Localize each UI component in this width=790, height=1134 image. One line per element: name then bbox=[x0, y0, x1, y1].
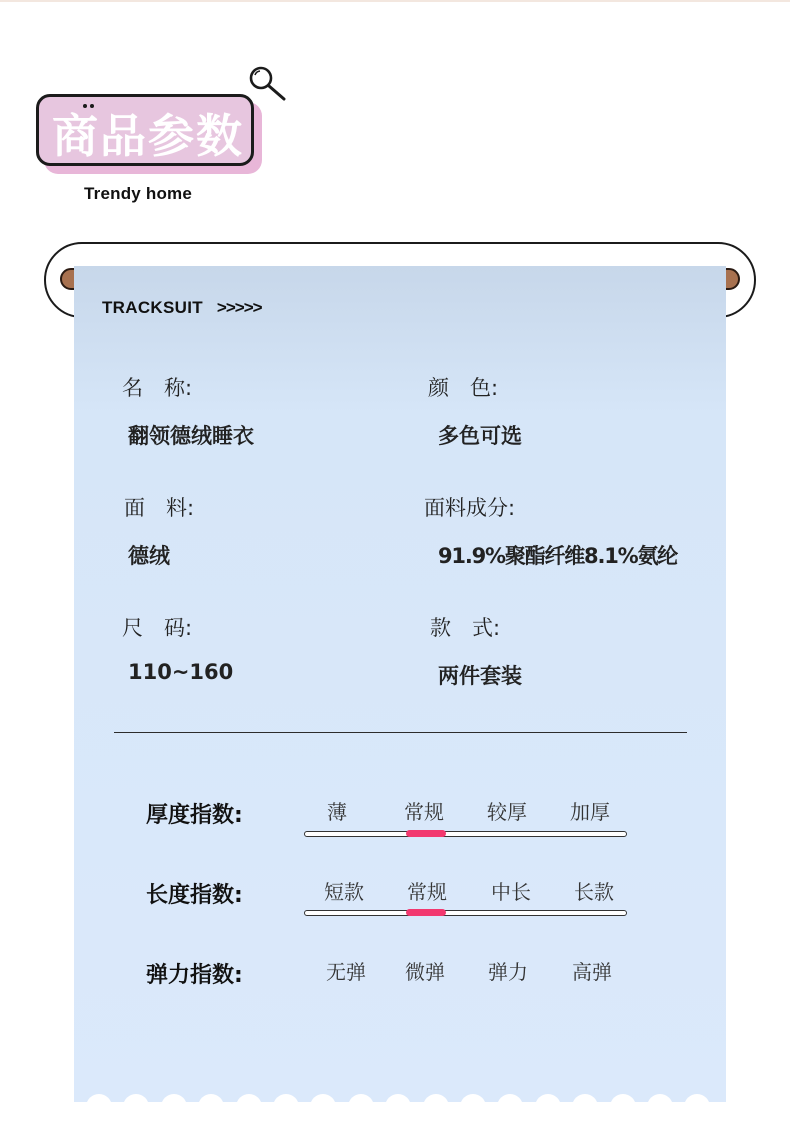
length-selector bbox=[406, 909, 446, 916]
length-option: 长款 bbox=[574, 880, 614, 904]
param-value-size: 110~160 bbox=[128, 660, 234, 684]
scallop-bump bbox=[535, 1094, 561, 1112]
length-index-label: 长度指数: bbox=[146, 883, 243, 908]
page-title: 商品参数 bbox=[52, 109, 244, 163]
scallop-bump bbox=[348, 1094, 374, 1112]
length-option: 短款 bbox=[324, 880, 364, 904]
banner-label bbox=[102, 298, 262, 318]
elasticity-index-label: 弹力指数: bbox=[146, 963, 243, 988]
elasticity-option: 微弹 bbox=[405, 960, 445, 984]
thickness-selector bbox=[406, 830, 446, 837]
elasticity-option: 无弹 bbox=[326, 960, 366, 984]
thickness-option: 加厚 bbox=[570, 800, 610, 824]
param-label-composition: 面料成分: bbox=[424, 496, 516, 520]
title-badge-box bbox=[36, 94, 254, 166]
scallop-bump bbox=[161, 1094, 187, 1112]
scallop-bump bbox=[423, 1094, 449, 1112]
banner-arrows: >>>>> bbox=[216, 298, 262, 317]
param-value-composition: 91.9%聚酯纤维8.1%氨纶 bbox=[438, 544, 678, 568]
length-option: 中长 bbox=[491, 880, 531, 904]
param-value-name: 翻领德绒睡衣 bbox=[128, 424, 254, 448]
param-label-fabric: 面 料: bbox=[124, 496, 195, 520]
thickness-index-label: 厚度指数: bbox=[146, 803, 243, 828]
section-divider bbox=[114, 732, 687, 733]
magnifier-icon bbox=[248, 66, 290, 106]
param-label-style: 款 式: bbox=[430, 616, 501, 640]
thickness-option: 较厚 bbox=[487, 800, 527, 824]
param-value-fabric: 德绒 bbox=[128, 544, 170, 568]
thickness-option: 常规 bbox=[404, 800, 444, 824]
param-value-style: 两件套装 bbox=[438, 664, 522, 688]
param-label-name: 名 称: bbox=[122, 376, 193, 400]
elasticity-option: 高弹 bbox=[572, 960, 612, 984]
top-rule bbox=[0, 0, 790, 2]
banner-text: TRACKSUIT bbox=[102, 298, 203, 317]
thickness-track bbox=[304, 831, 627, 837]
param-label-size: 尺 码: bbox=[122, 616, 193, 640]
scallop-bump bbox=[610, 1094, 636, 1112]
elasticity-option: 弹力 bbox=[488, 960, 528, 984]
param-value-color: 多色可选 bbox=[438, 424, 522, 448]
thickness-option: 薄 bbox=[327, 800, 347, 824]
section-title-badge bbox=[36, 92, 266, 178]
length-track bbox=[304, 910, 627, 916]
length-option: 常规 bbox=[407, 880, 447, 904]
subtitle: Trendy home bbox=[84, 184, 193, 203]
scallop-bump bbox=[236, 1094, 262, 1112]
param-label-color: 颜 色: bbox=[428, 376, 499, 400]
